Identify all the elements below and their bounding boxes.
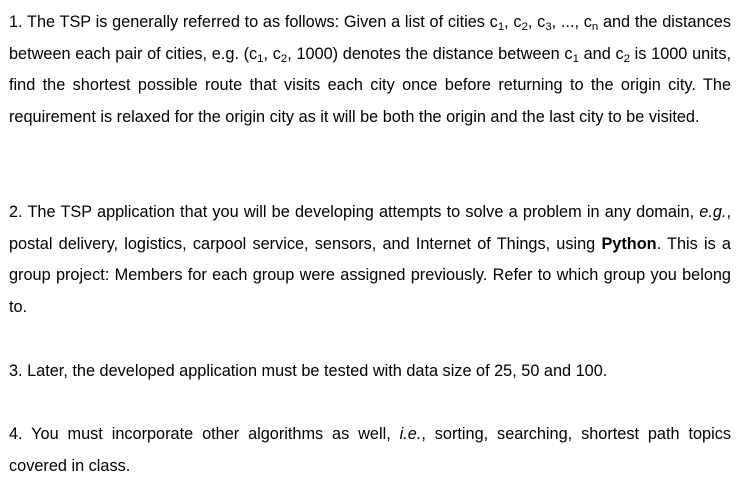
text-run: , ..., c	[551, 13, 592, 31]
italic-run: i.e.	[399, 425, 422, 443]
text-run: , c	[504, 13, 522, 31]
subscript: n	[591, 20, 599, 33]
subscript: 1	[257, 52, 264, 65]
subscript: 2	[623, 52, 630, 65]
text-run: 4. You must incorporate other algorithms as well,	[9, 425, 400, 443]
text-run: 3. Later, the developed application must be tested with data size of 25, 50 and 100.	[9, 362, 608, 380]
paragraph-testing	[9, 356, 731, 388]
subscript: 1	[497, 20, 505, 33]
italic-run: e.g.	[699, 203, 727, 221]
subscript: 1	[572, 52, 579, 65]
subscript: 3	[545, 20, 552, 33]
paragraph-tsp-definition	[9, 7, 731, 133]
text-run: is 1000 units, find the shortest possible route that visits each city once before returning to the origin city. The requirement is relaxed for the origin city as it will be both the origin and the last city to be visited.	[9, 44, 731, 126]
text-run: , postal delivery, logistics, carpool service, sensors, and Internet of Things, using	[9, 203, 731, 253]
subscript: 2	[521, 20, 528, 33]
paragraph-tsp-application	[9, 197, 731, 323]
text-run: , sorting, searching, shortest path topics covered in class.	[9, 425, 731, 475]
subscript: 2	[280, 52, 288, 65]
paragraph-algorithms	[9, 419, 731, 482]
text-run: , 1000) denotes the distance between c	[287, 44, 573, 63]
text-run: , c	[263, 44, 281, 63]
bold-run: Python	[601, 234, 657, 253]
text-run: and the distances between each pair of cities, e.g. (c	[9, 13, 731, 63]
text-run: 2. The TSP application that you will be developing attempts to solve a problem in any domain,	[9, 203, 700, 221]
text-run: , c	[527, 13, 546, 31]
text-run: and c	[578, 44, 624, 63]
text-run: . This is a group project: Members for each group were assigned previously. Refer to which group you belong to.	[9, 234, 731, 316]
text-run: 1. The TSP is generally referred to as follows: Given a list of cities c	[9, 13, 498, 31]
